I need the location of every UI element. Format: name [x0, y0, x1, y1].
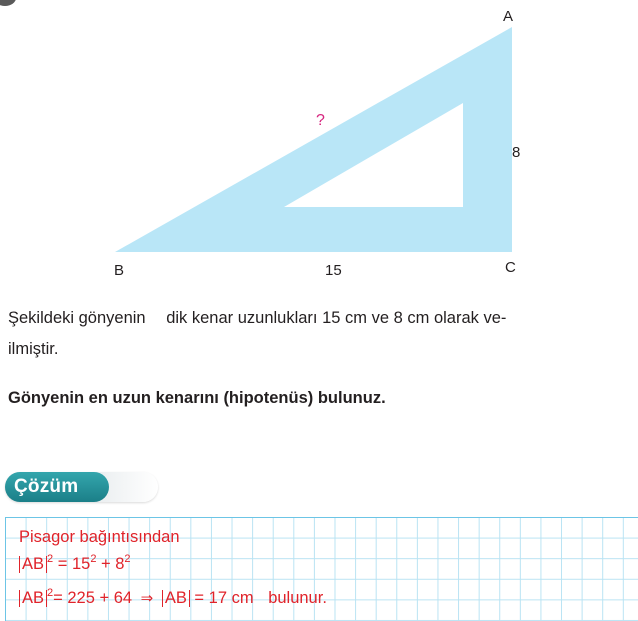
- exponent-4: 2: [47, 587, 54, 599]
- exponent-2: 2: [90, 553, 97, 565]
- side-ac-label: 8: [512, 144, 521, 161]
- abs-ab-2: AB: [19, 590, 47, 607]
- abs-ab-3: AB: [162, 590, 190, 607]
- exponent-3: 2: [124, 553, 131, 565]
- equation-2-result: = 17 cm: [189, 589, 254, 607]
- equation-2-mid: = 225 + 64: [53, 589, 133, 607]
- equation-1-mid: = 15: [53, 555, 91, 573]
- set-square-figure: [0, 0, 638, 300]
- problem-line-1-part-b: dik kenar uzunlukları 15 cm ve 8 cm olarak ve-: [166, 309, 507, 327]
- problem-line-2: ilmiştir.: [8, 340, 59, 358]
- vertex-b-label: B: [114, 262, 125, 279]
- implies-arrow-icon: ⇒: [140, 590, 154, 607]
- abs-ab-1: AB: [19, 556, 47, 573]
- solution-line-1: Pisagor bağıntısından: [19, 528, 180, 546]
- solution-line-2: [19, 555, 131, 574]
- solution-tab: Çözüm: [5, 472, 109, 502]
- solution-line-3: [19, 589, 327, 608]
- equation-2-tail: bulunur.: [268, 589, 327, 607]
- equation-1-plus: + 8: [96, 555, 125, 573]
- problem-line-1-part-a: Şekildeki gönyenin: [8, 309, 146, 327]
- vertex-a-label: A: [503, 8, 514, 25]
- side-bc-label: 15: [325, 262, 342, 279]
- problem-question: Gönyenin en uzun kenarını (hipotenüs) bulunuz.: [8, 389, 386, 407]
- vertex-c-label: C: [505, 259, 516, 276]
- hypotenuse-unknown-label: ?: [316, 112, 325, 129]
- exponent-1: 2: [47, 553, 54, 565]
- problem-line-1: [8, 303, 636, 333]
